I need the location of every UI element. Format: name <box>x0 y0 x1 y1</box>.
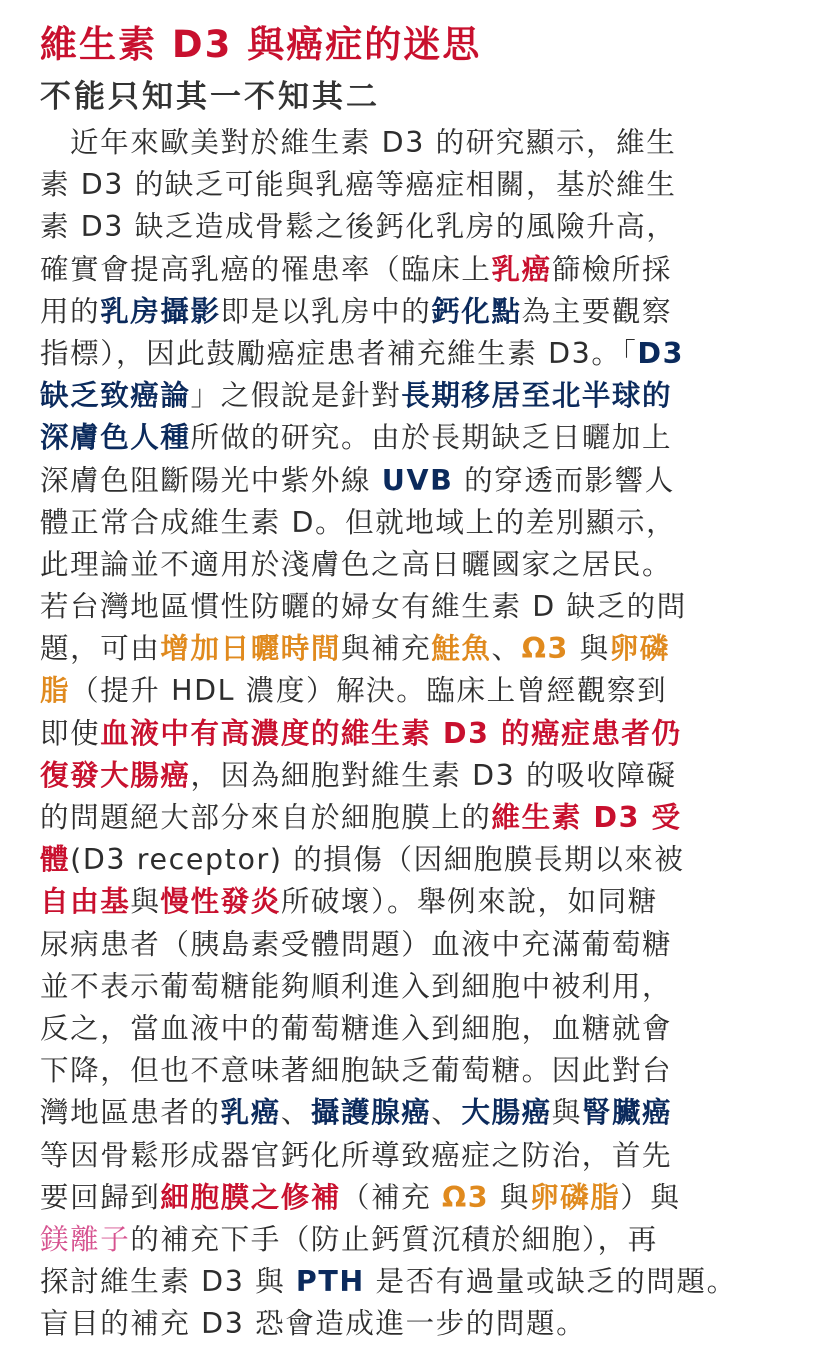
body-text: 所破壞）。舉例來說，如同糖 <box>280 885 658 919</box>
body-line <box>40 670 789 712</box>
body-text: 等因骨鬆形成器官鈣化所導致癌症之防治，首先 <box>40 1138 673 1172</box>
highlight-blue: PTH <box>295 1265 365 1299</box>
body-line <box>40 544 789 586</box>
body-text: ，因為細胞對維生素 D3 的吸收障礙 <box>190 758 677 792</box>
body-line <box>40 1261 789 1303</box>
highlight-blue: 深膚色人種 <box>40 421 191 455</box>
body-line <box>40 291 789 333</box>
body-text: 體正常合成維生素 D。但就地域上的差別顯示， <box>40 505 677 539</box>
body-line <box>40 333 789 375</box>
body-line <box>40 164 789 206</box>
highlight-red: 自由基 <box>40 885 131 919</box>
body-text: 篩檢所採 <box>551 252 673 286</box>
body-line <box>40 966 789 1008</box>
highlight-orange: 卵磷 <box>609 632 670 666</box>
body-line <box>40 1050 789 1092</box>
body-text: 尿病患者（胰島素受體問題）血液中充滿葡萄糖 <box>40 927 673 961</box>
body-text: 的問題絕大部分來自於細胞膜上的 <box>40 801 492 834</box>
body-line <box>40 1092 789 1134</box>
body-text: 、 <box>431 1096 462 1130</box>
highlight-blue: 攝護腺癌 <box>310 1096 432 1130</box>
body-line <box>40 206 789 248</box>
highlight-orange: 卵磷脂 <box>530 1180 621 1214</box>
body-text: 確實會提高乳癌的罹患率（臨床上 <box>40 252 492 286</box>
body-line <box>40 1303 789 1345</box>
body-text: ）與 <box>620 1180 681 1214</box>
body-line <box>40 417 789 459</box>
highlight-orange: 脂 <box>40 674 71 708</box>
body-text: 的穿透而影響人 <box>453 463 675 497</box>
body-line <box>40 1219 789 1261</box>
body-text: 的補充下手（防止鈣質沉積於細胞），再 <box>130 1222 658 1256</box>
highlight-blue: 腎臟癌 <box>581 1096 673 1130</box>
body-text: 此理論並不適用於淺膚色之高日曬國家之居民。 <box>40 547 673 581</box>
body-text: 為主要觀察 <box>521 294 673 328</box>
highlight-red: 復發大腸癌 <box>40 758 191 792</box>
body-line <box>40 839 789 881</box>
article-subtitle: 不能只知其一不知其二 <box>40 79 380 115</box>
highlight-orange: 鮭魚 <box>431 632 492 666</box>
body-text: （補充 <box>341 1180 442 1214</box>
body-text: 指標），因此鼓勵癌症患者補充維生素 D3。「 <box>40 336 638 370</box>
body-line <box>40 502 789 544</box>
body-text: 要回歸到 <box>40 1180 161 1214</box>
body-line <box>40 755 789 797</box>
body-text: 下降，但也不意味著細胞缺乏葡萄糖。因此對台 <box>40 1054 673 1088</box>
highlight-blue: 乳癌 <box>220 1096 281 1130</box>
body-text: （提升 HDL 濃度）解決。臨床上曾經觀察到 <box>70 674 668 708</box>
highlight-red: 慢性發炎 <box>160 885 281 919</box>
body-text: 、 <box>491 632 522 666</box>
highlight-pink: 鎂離子 <box>40 1222 131 1256</box>
body-text: 灣地區患者的 <box>40 1096 221 1130</box>
body-text: (D3 receptor) 的損傷（因細胞膜長期以來被 <box>70 843 685 877</box>
highlight-blue: 鈣化點 <box>431 294 522 328</box>
body-line <box>40 249 789 291</box>
body-text: 深膚色阻斷陽光中紫外線 <box>40 463 382 497</box>
article-body <box>40 122 789 1345</box>
highlight-red: 細胞膜之修補 <box>160 1180 342 1214</box>
body-text: 用的 <box>40 294 101 328</box>
body-text: 並不表示葡萄糖能夠順利進入到細胞中被利用， <box>40 969 673 1003</box>
body-text: 反之，當血液中的葡萄糖進入到細胞，血糖就會 <box>40 1011 673 1045</box>
highlight-red: 體 <box>40 843 71 877</box>
highlight-blue: 大腸癌 <box>461 1096 552 1130</box>
body-text: 即是以乳房中的 <box>220 294 432 328</box>
body-line <box>40 375 789 417</box>
body-text: 與補充 <box>341 632 432 666</box>
body-text: 與 <box>551 1096 582 1130</box>
body-text: 」之假說是針對 <box>190 379 402 413</box>
highlight-blue: 乳房攝影 <box>100 294 221 328</box>
body-text: 所做的研究。由於長期缺乏日曬加上 <box>190 421 673 455</box>
body-line <box>40 881 789 923</box>
body-line <box>40 586 789 628</box>
highlight-orange: Ω3 <box>441 1180 490 1214</box>
body-line <box>40 1008 789 1050</box>
highlight-red: 乳癌 <box>491 252 552 286</box>
body-line <box>40 713 789 755</box>
body-text: 近年來歐美對於維生素 D3 的研究顯示，維生 <box>70 126 677 159</box>
body-line <box>40 1135 789 1177</box>
body-text: 探討維生素 D3 與 <box>40 1265 296 1299</box>
body-text: 與 <box>568 632 610 666</box>
body-text: 是否有過量或缺乏的問題。 <box>364 1265 737 1299</box>
body-line <box>40 924 789 966</box>
highlight-orange: Ω3 <box>521 632 569 666</box>
body-text: 盲目的補充 D3 恐會造成進一步的問題。 <box>40 1307 587 1341</box>
body-line <box>40 1177 789 1219</box>
body-text: 若台灣地區慣性防曬的婦女有維生素 D 缺乏的問 <box>40 590 687 624</box>
body-line <box>40 122 789 164</box>
highlight-red: 維生素 D3 受 <box>491 801 682 834</box>
highlight-blue: UVB <box>381 463 454 497</box>
body-line <box>40 628 789 670</box>
body-text: 與 <box>130 885 161 919</box>
body-text: 即使 <box>40 716 101 750</box>
highlight-blue: D3 <box>637 336 685 370</box>
body-text: 、 <box>280 1096 311 1130</box>
highlight-orange: 增加日曬時間 <box>160 632 342 666</box>
body-line <box>40 460 789 502</box>
body-text: 與 <box>489 1180 531 1214</box>
highlight-red: 血液中有高濃度的維生素 D3 的癌症患者仍 <box>100 716 682 750</box>
body-text: 題，可由 <box>40 632 161 666</box>
highlight-blue: 長期移居至北半球的 <box>401 379 673 413</box>
body-text: 素 D3 的缺乏可能與乳癌等癌症相關，基於維生 <box>40 168 677 202</box>
body-line <box>40 797 789 839</box>
highlight-blue: 缺乏致癌論 <box>40 379 191 413</box>
article-title: 維生素 D3 與癌症的迷思 <box>40 23 482 66</box>
body-text: 素 D3 缺乏造成骨鬆之後鈣化乳房的風險升高， <box>40 210 677 244</box>
